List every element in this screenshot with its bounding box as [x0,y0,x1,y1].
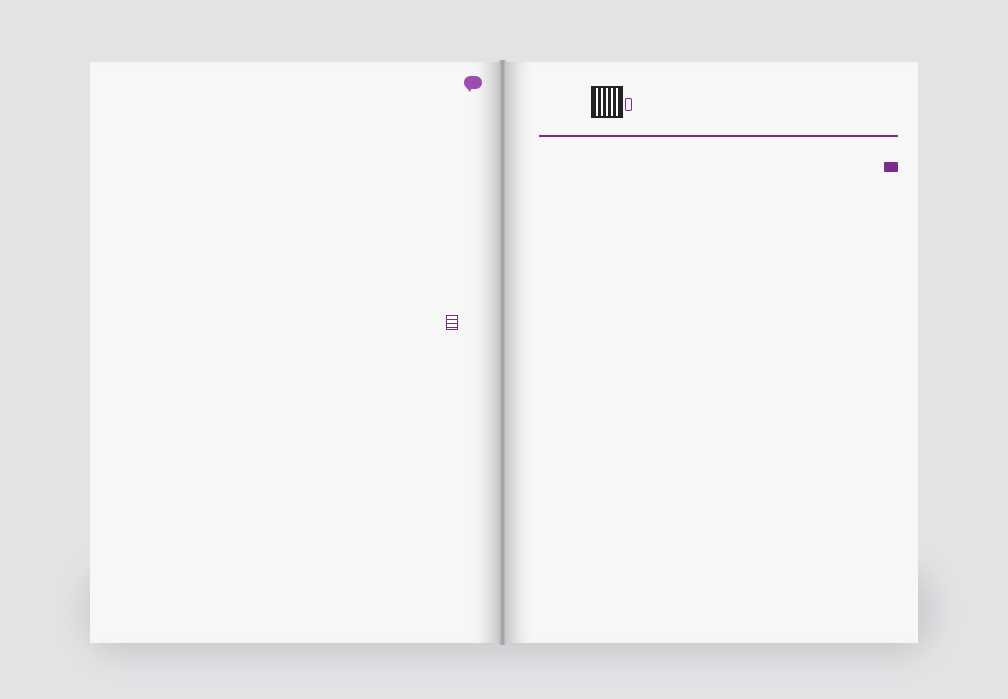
book-icon [884,162,898,172]
right-page [505,62,918,643]
phone-icon [625,98,632,111]
left-page [90,62,500,643]
vocab-heading [458,76,482,89]
title-divider [539,135,898,137]
text-heading [879,162,898,172]
notebook-icon [446,315,458,330]
verbs-heading [440,315,458,330]
speech-bubble-icon [464,76,482,89]
qr-code-icon[interactable] [593,88,621,116]
